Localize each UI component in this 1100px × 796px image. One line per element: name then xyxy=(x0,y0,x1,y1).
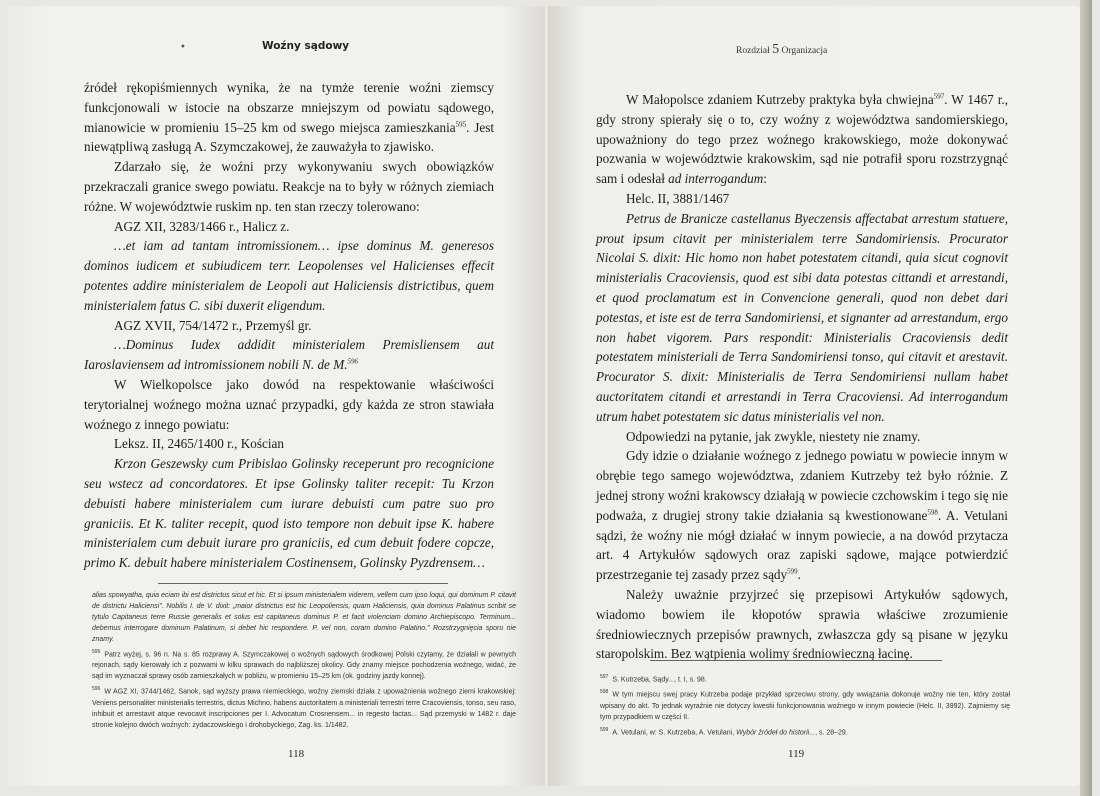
left-page-number: 118 xyxy=(288,748,305,760)
footnote-ref[interactable]: 597 xyxy=(933,92,945,101)
footnote-595: $^{595}$ Patrz wyżej, s. 96 n. Na s. 85 rozprawy A. Szymczakowej o woźnych sądowych środkowej Polski czytamy, że działali w pewnych rejonach, sądy kierowały ich z pozwami w kilku sprawach do najbliższej okolicy. Gdy znamy miejsce pochodzenia woźnego, widać, że sąd im wyznaczał sprawy osób zamieszkałych w pobliżu, w promieniu 15–25 km (ok. godziny jazdy konnej). xyxy=(92,649,516,681)
footnote-continuation: alias spowyatha, quia eciam ibi est districtus sicut et hic. Et si ipsum ministerialem viderem, vellem cum ipso loqui, qui dominum P. citavit de districtu Haliciensi". Nobilis I. de V. dixit: „maior districtus est hic Leopoliensis, quam Haliciensis, quia dominus Palatinus scribit se tytulo Capitaneus terre Russie generalis et solus est capitaneus dominus P. et facit violenciam domino Archiepiscopo. Terminum... debemus interrogare dominum Palatinum, si debet hic respondere. P. vel non, coram domino Palatino." Rozstrzygnięcia sporu nie znamy. xyxy=(92,592,516,643)
left-footnotes xyxy=(92,590,516,733)
footnote-ref[interactable]: 599 xyxy=(787,567,798,576)
footnote-598: $^{598}$ W tym miejscu swej pracy Kutrzeba podaje przykład sprzeciwu strony, gdy wwiązania dokonuje woźny nie ten, który został wpisany do akt. To jednak wyraźnie nie dotyczy kwestii funkcjonowania woźnego w innym powiecie (Helc. II, 3992). Zajmiemy się tym przypadkiem w części II. xyxy=(600,689,1010,721)
page-edge xyxy=(1080,0,1092,796)
left-body-text xyxy=(84,78,494,573)
right-footnotes xyxy=(600,672,1010,740)
footnote-ref[interactable]: 595 xyxy=(455,120,467,129)
left-paragraph-1: źródeł rękopiśmiennych wynika, że na tymże terenie woźni ziemscy funkcjonowali w istocie na obszarze mniejszym od powiatu sądowego, mianowicie w promieniu 15–25 km od swego miejsca zamieszkania$^{595}$. Jest niewątpliwą zasługą A. Szymczakowej, że zauważyła to zjawisko. xyxy=(84,80,494,155)
right-paragraph-1: W Małopolsce zdaniem Kutrzeby praktyka była chwiejna$^{597}$. W 1467 r., gdy strony spierały się o to, czy woźny z województwa sandomierskiego, upoważniony do tego przez woźnego krakowskiego, może dokonywać pozwania w województwie krakowskim, sąd nie potrafił sporu rozstrzygnąć sam i odesłał ad interrogandum: xyxy=(596,92,1008,187)
right-running-head: Rozdział 5 Organizacja xyxy=(736,42,828,57)
bullet-mark: • xyxy=(180,42,186,53)
source-citation: Helc. II, 3881/1467 xyxy=(626,190,730,206)
source-citation: Leksz. II, 2465/1400 r., Kościan xyxy=(114,436,284,452)
footnote-596: $^{596}$ W AGZ XI, 3744/1462, Sanok, sąd wyższy prawa niemieckiego, woźny ziemski działa z upoważnienia woźnego ziemi krakowskiej: Veniens personaliter ministerialis terrestris, dictus Michno, habens auctoritatem a ministeriali terrestri terre Cracoviensis, tonso, seu raso, inhibuit et arrestavit atque revocavit inscripciones per I. Advocatum Crosnensem... in regesto factas... Sąd przemyski w 1482 r. daje stronie kolejno dwóch woźnych: żydaczowskiego i drohobyckiego, Zag. ks. 1/1482. xyxy=(92,686,516,729)
right-paragraph-2: Odpowiedzi na pytanie, jak zwykle, niestety nie znamy. xyxy=(626,428,921,444)
source-citation: AGZ XVII, 754/1472 r., Przemyśl gr. xyxy=(114,317,312,333)
latin-quote: Krzon Geszewsky cum Pribislao Golinsky receperunt pro recognicione seu wstecz ad concordatores. Et ipse Golinsky taliter recepit: Tu Krzon debuisti habere ministerialem cum iurare debuisti cum patre suo pro graniciis. Et K. taliter recepit, quod isto tempore non debuit ipse K. habere ministerialem cum debuit iurare pro graniciis, ed cum debuit fodere copcze, primo K. debuit habere ministerialem Costinensem, Golinsky Pyzdrensem… xyxy=(84,456,494,571)
footnote-599: $^{599}$ A. Vetulani, w: S. Kutrzeba, A. Vetulani, Wybór źródeł do historii..., s. 28–29. xyxy=(600,726,848,736)
footnote-rule xyxy=(650,660,942,661)
footnote-rule xyxy=(158,583,448,584)
right-page-number: 119 xyxy=(788,748,805,760)
latin-quote: …et iam ad tantam intromissionem… ipse dominus M. generesos dominos iudicem et subiudicem terr. Leopolenses vel Halicienses effecit potentes addire ministerialem de Leopoli aut Haliciensis districtibus, quem ministerialem fatus C. sibi duxerit eligendum. xyxy=(84,238,494,313)
footnote-ref[interactable]: 596 xyxy=(347,357,358,366)
right-paragraph-3: Gdy idzie o działanie woźnego z jednego powiatu w powiecie innym w obrębie tego samego województwa, zdaniem Kutrzeby też było różnie. Z jednej strony woźni krakowscy działają w powiecie czchowskim i tego się nie podważa, z drugiej strony takie działania są kwestionowane$^{598}$. A. Vetulani sądzi, że woźny nie mógł działać w innym powiecie, a na dowód przytacza art. 4 Artykułów sądowych oraz zapiski sądowe, mające potwierdzić przestrzeganie tej zasady przez sądy$^{599}$. xyxy=(596,448,1008,583)
left-paragraph-2: Zdarzało się, że woźni przy wykonywaniu swych obowiązków przekraczali granice swego powiatu. Reakcje na to były w różnych ziemiach różne. W województwie ruskim np. ten stan rzeczy tolerowano: xyxy=(84,159,494,214)
footnote-597: $^{597}$ S. Kutrzeba, Sądy..., t. I, s. 98. xyxy=(600,674,707,684)
footnote-ref[interactable]: 598 xyxy=(927,508,938,517)
latin-quote: Petrus de Branicze castellanus Byeczensis affectabat arrestum statuere, prout ipsum citavit per ministerialem terre Sandomiriensis. Procurator Nicolai S. dixit: Hic homo non habet potestatem citandi, quia sicut cognovit ministerialis Cracoviensis, quod est sibi data potestas cittandi et arrestandi, et quod proclamatum est in Convencione generali, quod non debet dari potestas, et iste est de terra Sandomiriensi, et signanter ad arrestandum, ergo non habet vigorem. Pars respondit: Ministerialis Cracoviensis dedit potestatem ministeriali de Terra Sandomiriensi tonso, qui citavit et arestavit. Procurator S. dixit: Ministerialis de Terra Sendomiriensi nullam habet auctoritatem citandi et arrestandi in Terra Cracoviensi. Ad interrogandum utrum habet potestatem sic datus ministerialis vel non. xyxy=(596,210,1008,424)
right-body-text xyxy=(596,90,1008,664)
left-paragraph-3: W Wielkopolsce jako dowód na respektowanie właściwości terytorialnej woźnego można uznać przypadki, gdy każda ze stron stawiała woźnego z innego powiatu: xyxy=(84,376,494,432)
left-running-head: Woźny sądowy xyxy=(262,40,350,52)
source-citation: AGZ XII, 3283/1466 r., Halicz z. xyxy=(114,218,290,234)
latin-quote: …Dominus Iudex addidit ministerialem Premisliensem aut Iaroslaviensem ad intromissionem nobili N. de M.$^{596}$ xyxy=(84,337,494,373)
right-paragraph-4: Należy uważnie przyjrzeć się przepisowi Artykułów sądowych, wiadomo bowiem ile kłopotów sprawia właściwe zrozumienie średniowiecznych przepisów prawnych, zwłaszcza gdy są pisane w języku staropolskim. Bez wątpienia wolimy średniowieczną łacinę. xyxy=(596,586,1008,662)
